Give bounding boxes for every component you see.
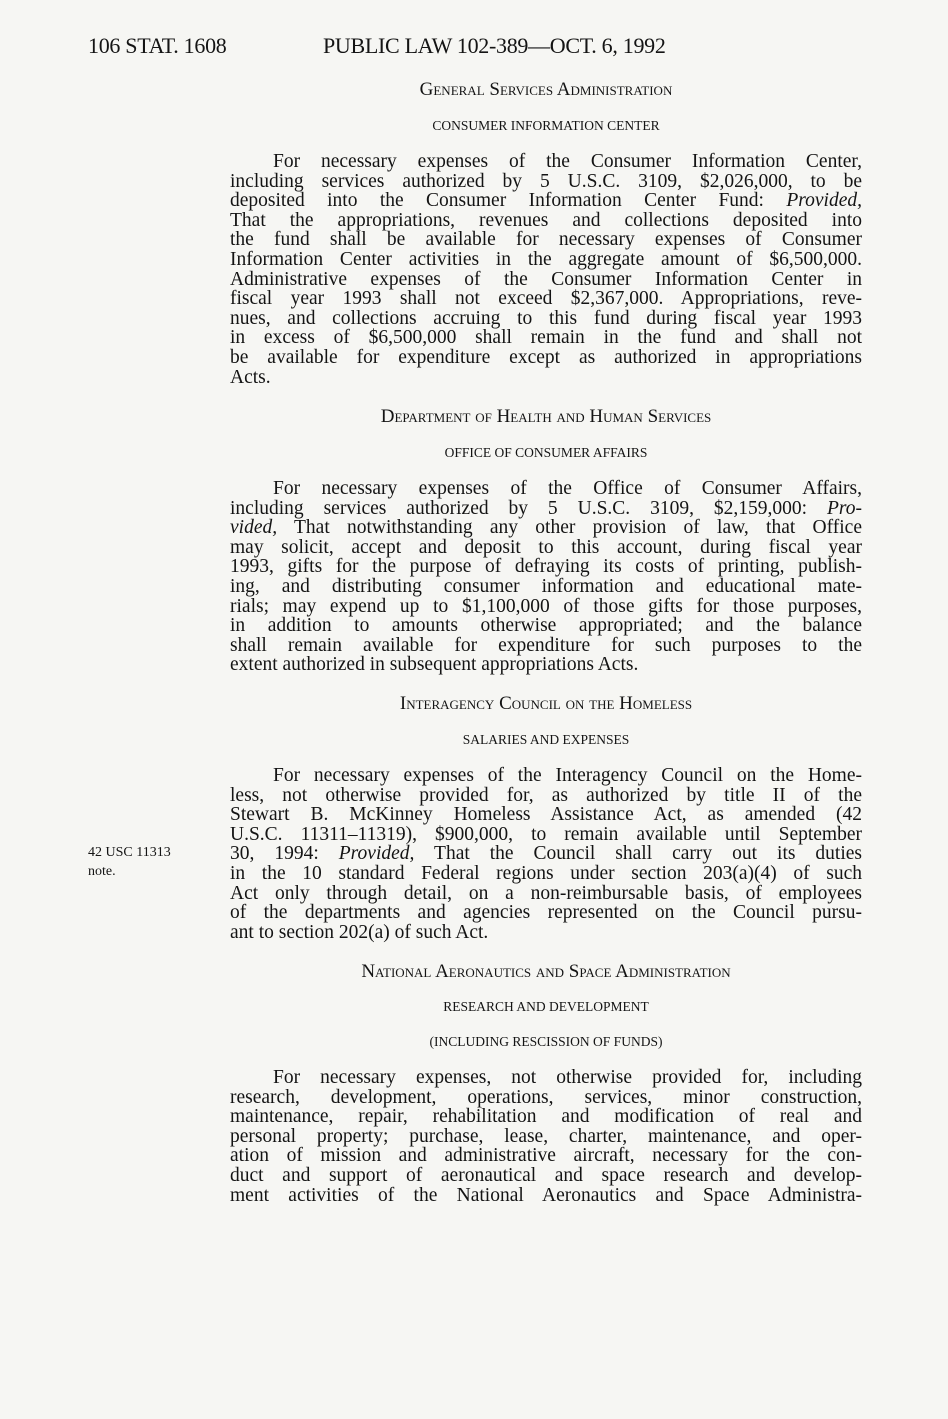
text-line [230, 270, 862, 290]
text-line [230, 616, 862, 636]
text-run: For necessary expenses of the Consumer Information Center, [273, 151, 862, 172]
text-line [230, 1146, 862, 1166]
text-run: For necessary expenses, not otherwise provided for, including [273, 1067, 862, 1088]
text-line [230, 211, 862, 231]
text-run: rials; may expend up to $1,100,000 of those gifts for those purposes, [230, 595, 862, 617]
subheading-office-of-consumer-affairs: OFFICE OF CONSUMER AFFAIRS [444, 445, 648, 460]
text-run: That notwithstanding any other provision of law, that Office [277, 517, 862, 539]
text-line [230, 499, 862, 519]
text-line [230, 557, 862, 577]
text-line [230, 250, 862, 270]
text-line [230, 577, 862, 597]
text-line [230, 172, 862, 192]
text-run: 1993, gifts for the purpose of defraying its costs of printing, publish- [230, 556, 862, 578]
text-run: the fund shall be available for necessary expenses of Consumer [230, 229, 862, 251]
text-run: extent authorized in subsequent appropriations Acts. [230, 654, 639, 676]
italic-text: vided, [230, 517, 278, 539]
text-line [230, 191, 862, 211]
text-run: Act only through detail, on a non-reimbursable basis, of employees [230, 882, 862, 904]
subheading-rescission-of-funds: (INCLUDING RESCISSION OF FUNDS) [429, 1034, 663, 1049]
text-line [230, 805, 862, 825]
text-run: may solicit, accept and deposit to this account, during fiscal year [230, 536, 862, 558]
text-run: ing, and distributing consumer information and educational mate- [230, 575, 862, 597]
text-line [230, 844, 862, 864]
section-heading-gsa: General Services Administration [419, 79, 673, 100]
text-line [230, 289, 862, 309]
subheading-salaries-and-expenses: SALARIES AND EXPENSES [462, 732, 630, 747]
text-line [230, 1068, 862, 1088]
text-run: That the Council shall carry out its duties [414, 843, 863, 865]
italic-text: Pro- [826, 497, 862, 519]
subheading-research-and-development: RESEARCH AND DEVELOPMENT [443, 999, 649, 1014]
paragraph-consumer-information-center [230, 152, 862, 387]
text-line [230, 766, 862, 786]
text-line [230, 1186, 862, 1206]
text-line [230, 923, 862, 943]
text-line [230, 479, 862, 499]
text-line [230, 1107, 862, 1127]
text-run: nues, and collections accruing to this fund during fiscal year 1993 [230, 307, 862, 329]
section-heading-homeless-council: Interagency Council on the Homeless [399, 693, 693, 714]
subheading-consumer-information-center: CONSUMER INFORMATION CENTER [432, 118, 660, 133]
text-line [230, 230, 862, 250]
italic-text: Provided, [786, 190, 862, 212]
text-line [230, 328, 862, 348]
text-run: Stewart B. McKinney Homeless Assistance Act, as amended (42 [230, 804, 862, 826]
text-run: personal property; purchase, lease, charter, maintenance, and oper- [230, 1125, 862, 1147]
text-line [230, 309, 862, 329]
text-run: less, not otherwise provided for, as authorized by title II of the [230, 784, 862, 806]
page-stat-number: 106 STAT. 1608 [88, 33, 227, 58]
text-line [230, 1088, 862, 1108]
text-run: of the departments and agencies represented on the Council pursu- [230, 902, 862, 924]
paragraph-office-of-consumer-affairs [230, 479, 862, 675]
text-line [230, 864, 862, 884]
text-run: That the appropriations, revenues and collections deposited into [230, 209, 862, 231]
text-run: maintenance, repair, rehabilitation and modification of real and [230, 1106, 862, 1128]
text-line [230, 1127, 862, 1147]
text-line [230, 597, 862, 617]
italic-text: Provided, [338, 843, 415, 865]
paragraph-homeless-council [230, 766, 862, 942]
paragraph-nasa-research [230, 1068, 862, 1205]
text-run: deposited into the Consumer Information Center Fund: [230, 190, 787, 212]
text-run: in excess of $6,500,000 shall remain in the fund and shall not [230, 327, 862, 349]
text-run: including services authorized by 5 U.S.C. 3109, $2,026,000, to be [230, 170, 862, 192]
section-heading-nasa: National Aeronautics and Space Administration [361, 961, 731, 982]
margin-note-suffix: note. [88, 864, 116, 879]
margin-note-citation: 42 USC 11313 [88, 845, 171, 860]
text-line [230, 538, 862, 558]
text-line [230, 903, 862, 923]
text-run: in addition to amounts otherwise appropriated; and the balance [230, 615, 862, 637]
text-line [230, 786, 862, 806]
text-line [230, 348, 862, 368]
text-run: duct and support of aeronautical and space research and develop- [230, 1164, 862, 1186]
running-title: PUBLIC LAW 102-389—OCT. 6, 1992 [323, 33, 666, 58]
text-run: Acts. [230, 366, 271, 388]
text-line [230, 636, 862, 656]
text-run: fiscal year 1993 shall not exceed $2,367,000. Appropriations, reve- [230, 288, 862, 310]
text-line [230, 655, 862, 675]
text-run: be available for expenditure except as authorized in appropriations [230, 346, 862, 368]
text-run: shall remain available for expenditure for such purposes to the [230, 634, 862, 656]
text-line [230, 518, 862, 538]
text-run: research, development, operations, services, minor construction, [230, 1086, 862, 1108]
text-run: For necessary expenses of the Interagency Council on the Home- [273, 765, 862, 786]
margin-note [88, 843, 171, 881]
text-line [230, 152, 862, 172]
text-run: Administrative expenses of the Consumer Information Center in [230, 268, 862, 290]
text-run: Information Center activities in the aggregate amount of $6,500,000. [230, 248, 862, 270]
text-run: ation of mission and administrative aircraft, necessary for the con- [230, 1145, 862, 1167]
text-line [230, 1166, 862, 1186]
text-line [230, 884, 862, 904]
text-run: including services authorized by 5 U.S.C. 3109, $2,159,000: [230, 497, 827, 519]
text-run: 30, 1994: [230, 843, 339, 865]
section-heading-hhs: Department of Health and Human Services [380, 406, 712, 427]
text-run: in the 10 standard Federal regions under section 203(a)(4) of such [230, 862, 862, 884]
text-run: ment activities of the National Aeronautics and Space Administra- [230, 1184, 862, 1206]
text-line [230, 368, 862, 388]
text-line [230, 825, 862, 845]
text-run: U.S.C. 11311–11319), $900,000, to remain available until September [230, 823, 862, 845]
text-run: For necessary expenses of the Office of Consumer Affairs, [273, 478, 862, 499]
text-run: ant to section 202(a) of such Act. [230, 921, 489, 943]
